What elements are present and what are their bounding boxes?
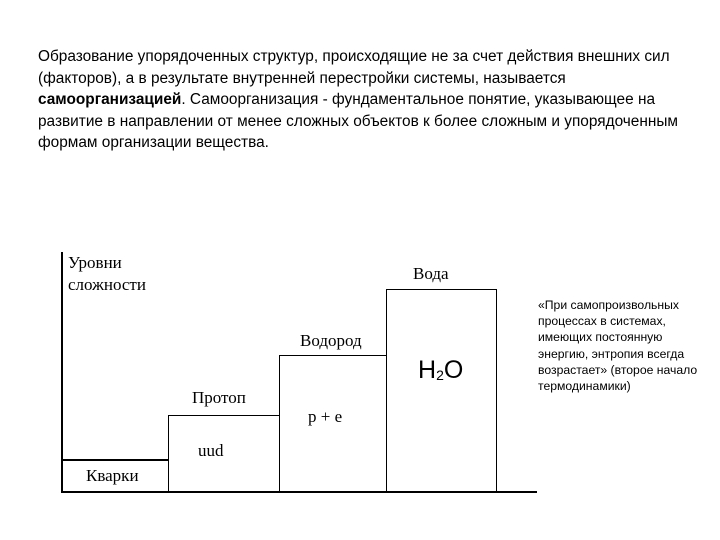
- formula-subscript: 2: [436, 367, 444, 383]
- paragraph-bold-term: самоорганизацией: [38, 91, 182, 108]
- level-label-hydrogen: Водород: [300, 331, 362, 350]
- water-box: [386, 289, 497, 492]
- y-axis-label-line1: Уровни: [68, 253, 122, 272]
- water-formula: [418, 356, 463, 385]
- hydrogen-content: p + e: [308, 407, 343, 426]
- paragraph-text-2: . Самоорганизация - фундаментальное понятие, указывающее на развитие в направлении от менее сложных объектов к более сложным и упорядоченным формам организации вещества.: [38, 91, 679, 151]
- quarks-level-line: [61, 459, 169, 461]
- formula-h: H: [418, 356, 437, 384]
- level-label-proton: Протоп: [192, 388, 246, 407]
- proton-content: uud: [198, 441, 224, 460]
- y-axis: [61, 252, 63, 492]
- paragraph-text-1: Образование упорядоченных структур, происходящие не за счет действия внешних сил (факторов), а в результате внутренней перестройки системы, называется: [38, 48, 670, 87]
- formula-o: O: [443, 356, 464, 384]
- proton-box: [168, 415, 280, 492]
- y-axis-label-line2: сложности: [68, 275, 146, 294]
- entropy-quote: «При самопроизвольных процессах в системах, имеющих постоянную энергию, энтропия всегда возрастает» (второе начало термодинамики): [538, 298, 698, 394]
- level-label-water: Вода: [413, 264, 449, 283]
- level-label-quarks: Кварки: [86, 466, 139, 485]
- definition-paragraph: [38, 46, 710, 154]
